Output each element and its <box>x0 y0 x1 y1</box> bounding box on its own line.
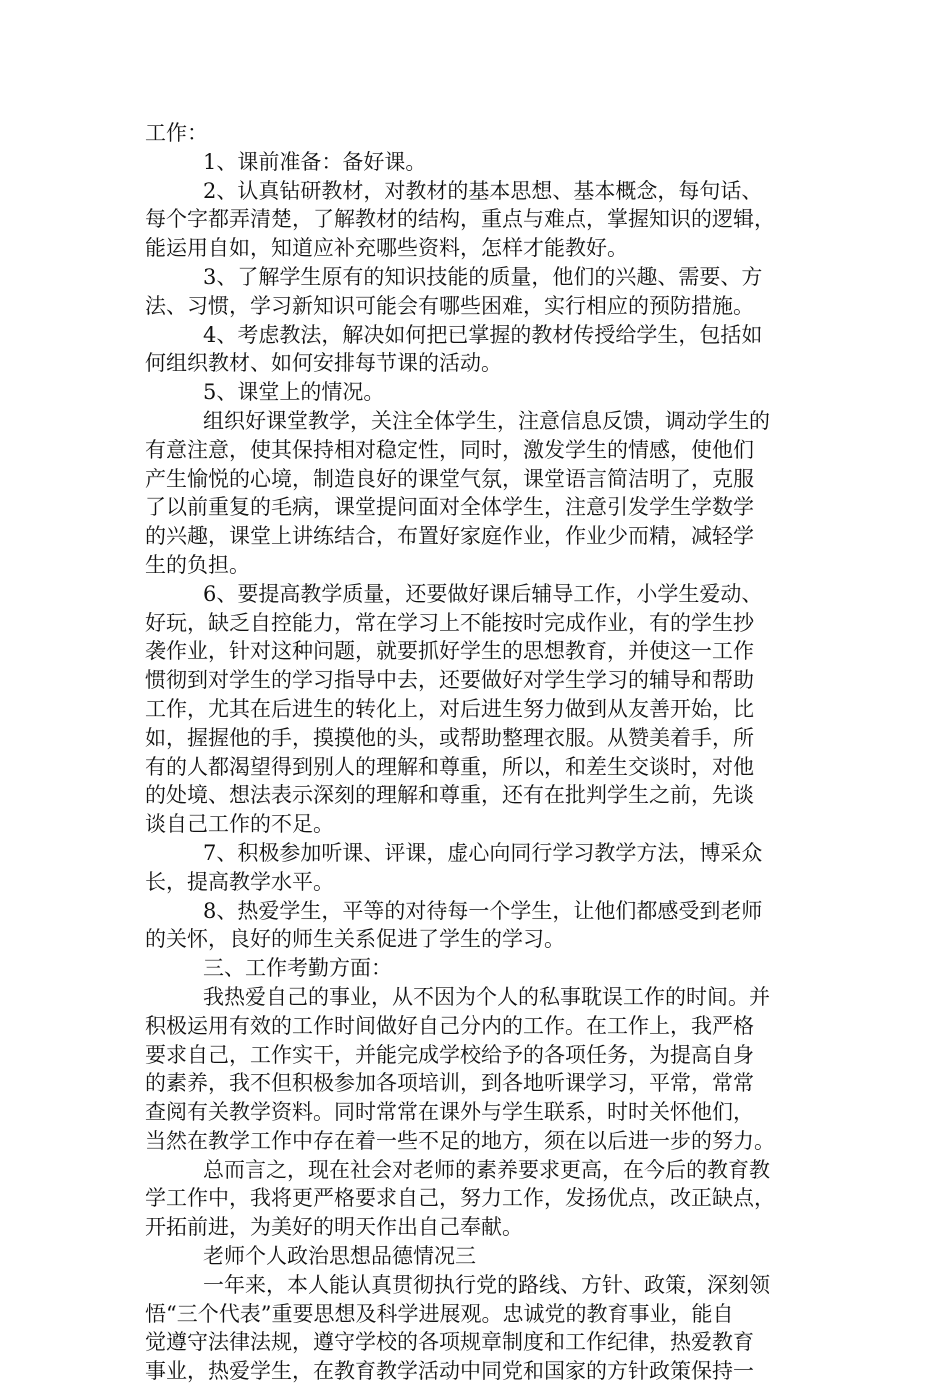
text-line: 的关怀，良好的师生关系促进了学生的学习。 <box>145 927 565 952</box>
text-line: 8、热爱学生，平等的对待每一个学生，让他们都感受到老师 <box>203 898 763 923</box>
text-line: 三、工作考勤方面： <box>203 956 392 981</box>
text-line: 6、要提高教学质量，还要做好课后辅导工作，小学生爱动、 <box>203 581 763 606</box>
text-line: 事业，热爱学生，在教育教学活动中同党和国家的方针政策保持一 <box>145 1359 754 1384</box>
text-line: 袭作业，针对这种问题，就要抓好学生的思想教育，并使这一工作 <box>145 639 754 664</box>
text-line: 工作，尤其在后进生的转化上，对后进生努力做到从友善开始，比 <box>145 696 754 721</box>
text-line: 5、课堂上的情况。 <box>203 380 385 405</box>
text-line: 工作： <box>145 121 208 145</box>
text-line: 有意注意，使其保持相对稳定性，同时，激发学生的情感，使他们 <box>145 437 754 462</box>
text-line: 长，提高教学水平。 <box>145 869 334 894</box>
text-line: 法、习惯，学习新知识可能会有哪些困难，实行相应的预防措施。 <box>145 293 754 318</box>
text-line: 觉遵守法律法规，遵守学校的各项规章制度和工作纪律，热爱教育 <box>145 1330 754 1355</box>
text-line: 产生愉悦的心境，制造良好的课堂气氛，课堂语言简洁明了，克服 <box>145 466 754 491</box>
text-line: 当然在教学工作中存在着一些不足的地方，须在以后进一步的努力。 <box>145 1128 775 1153</box>
text-line: 组织好课堂教学，关注全体学生，注意信息反馈，调动学生的 <box>203 408 770 433</box>
text-line: 1、课前准备：备好课。 <box>203 149 427 174</box>
text-line: 开拓前进，为美好的明天作出自己奉献。 <box>145 1215 523 1240</box>
text-line: 我热爱自己的事业，从不因为个人的私事耽误工作的时间。并 <box>203 984 770 1009</box>
document-page <box>145 119 810 1386</box>
text-line: 谈自己工作的不足。 <box>145 812 334 837</box>
text-line: 能运用自如，知道应补充哪些资料，怎样才能教好。 <box>145 236 628 261</box>
text-line: 积极运用有效的工作时间做好自己分内的工作。在工作上，我严格 <box>145 1013 754 1038</box>
text-line: 总而言之，现在社会对老师的素养要求更高，在今后的教育教 <box>203 1157 770 1182</box>
text-line: 一年来，本人能认真贯彻执行党的路线、方针、政策，深刻领 <box>203 1272 770 1297</box>
text-line: 7、积极参加听课、评课，虚心向同行学习教学方法，博采众 <box>203 840 763 865</box>
text-line: 悟“三个代表”重要思想及科学进展观。忠诚党的教育事业，能自 <box>145 1301 734 1326</box>
text-line: 如，握握他的手，摸摸他的头，或帮助整理衣服。从赞美着手，所 <box>145 725 754 750</box>
text-line: 何组织教材、如何安排每节课的活动。 <box>145 351 502 376</box>
text-line: 3、了解学生原有的知识技能的质量，他们的兴趣、需要、方 <box>203 264 763 289</box>
text-line: 学工作中，我将更严格要求自己，努力工作，发扬优点，改正缺点， <box>145 1186 775 1211</box>
text-line: 了以前重复的毛病，课堂提问面对全体学生，注意引发学生学数学 <box>145 495 754 520</box>
text-line: 惯彻到对学生的学习指导中去，还要做好对学生学习的辅导和帮助 <box>145 668 754 693</box>
text-line: 老师个人政治思想品德情况三 <box>203 1244 476 1269</box>
text-line: 生的负担。 <box>145 552 250 577</box>
text-line: 要求自己，工作实干，并能完成学校给予的各项任务，为提高自身 <box>145 1042 754 1067</box>
text-line: 的处境、想法表示深刻的理解和尊重，还有在批判学生之前，先谈 <box>145 783 754 808</box>
text-line: 4、考虑教法，解决如何把已掌握的教材传授给学生，包括如 <box>203 322 763 347</box>
text-line: 好玩，缺乏自控能力，常在学习上不能按时完成作业，有的学生抄 <box>145 610 754 635</box>
text-line: 的兴趣，课堂上讲练结合，布置好家庭作业，作业少而精，减轻学 <box>145 524 754 549</box>
text-line: 有的人都渴望得到别人的理解和尊重，所以，和差生交谈时，对他 <box>145 754 754 779</box>
text-line: 查阅有关教学资料。同时常常在课外与学生联系，时时关怀他们， <box>145 1100 754 1125</box>
text-line: 每个字都弄清楚，了解教材的结构，重点与难点，掌握知识的逻辑， <box>145 207 775 232</box>
text-line: 2、认真钻研教材，对教材的基本思想、基本概念，每句话、 <box>203 178 763 203</box>
text-line: 的素养，我不但积极参加各项培训，到各地听课学习，平常，常常 <box>145 1071 754 1096</box>
